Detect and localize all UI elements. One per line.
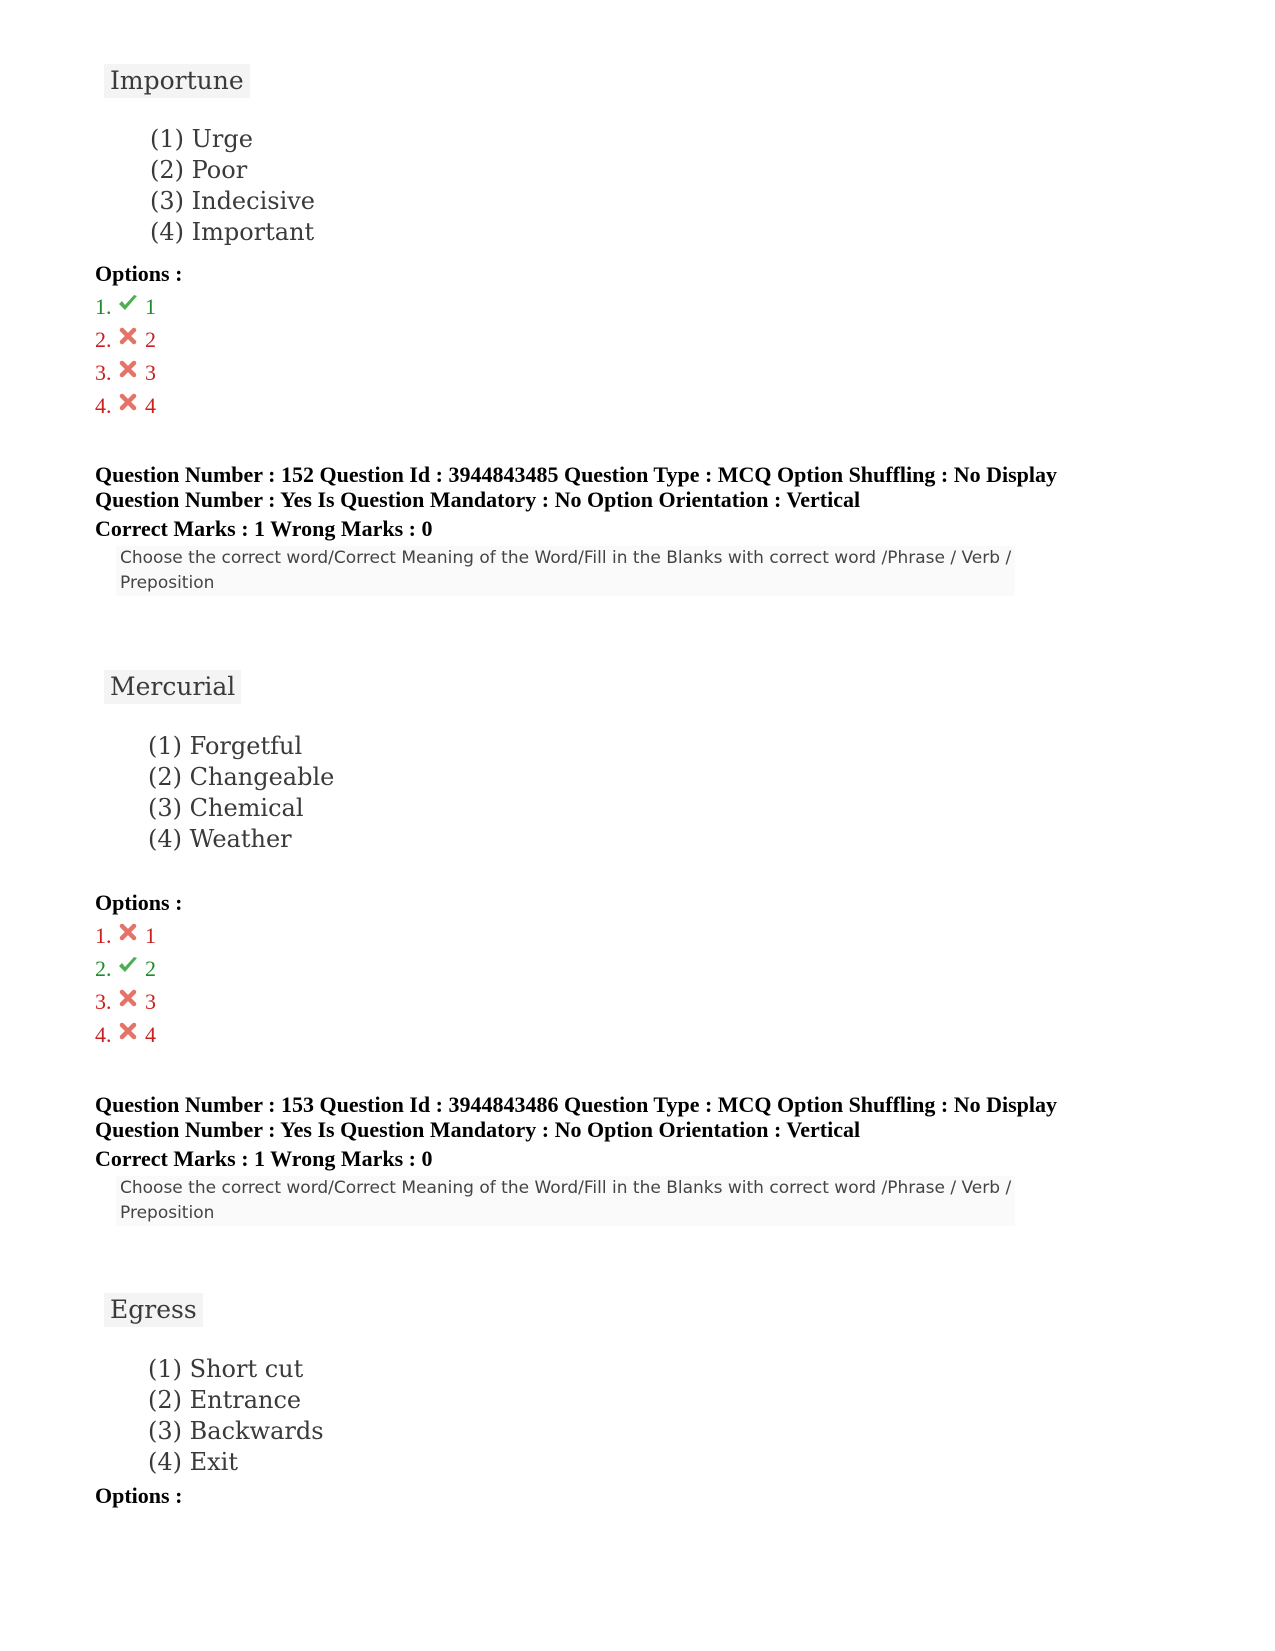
answer-choice: (1) Short cut [148,1355,304,1383]
instruction-line: Choose the correct word/Correct Meaning of the Word/Fill in the Blanks with correct word /Phrase / Verb / [116,546,1015,571]
options-list [95,919,156,1051]
option-number: 3. [95,360,112,385]
option-value: 3 [145,989,156,1014]
question-word: Importune [104,64,250,98]
answer-choice: (2) Entrance [148,1386,302,1414]
instruction-line: Preposition [116,571,1015,596]
answer-choice: (3) Indecisive [150,187,315,215]
options-label: Options : [95,261,183,286]
option-number: 1. [95,294,112,319]
answer-choice: (2) Poor [150,156,248,184]
check-icon [117,952,143,974]
options-label: Options : [95,890,183,915]
option-value: 3 [145,360,156,385]
option-value: 4 [145,393,156,418]
marks-info: Correct Marks : 1 Wrong Marks : 0 [95,1146,433,1171]
answer-choice: (2) Changeable [148,763,335,791]
option-value: 1 [145,923,156,948]
cross-icon [117,1018,143,1040]
option-row [95,323,156,356]
option-row [95,356,156,389]
question-instruction [116,546,1015,596]
question-meta-line: Question Number : 153 Question Id : 3944843486 Question Type : MCQ Option Shuffling : No Display [95,1092,1058,1117]
options-list [95,290,156,422]
option-number: 2. [95,956,112,981]
question-meta [95,462,1057,512]
option-value: 1 [145,294,156,319]
question-meta-line: Question Number : 152 Question Id : 3944843485 Question Type : MCQ Option Shuffling : No Display [95,462,1058,487]
options-label: Options : [95,1483,183,1508]
answer-choices [148,731,334,855]
question-word: Mercurial [104,670,241,704]
option-row [95,985,156,1018]
instruction-line: Preposition [116,1201,1015,1226]
answer-choice: (4) Weather [148,825,292,853]
option-value: 2 [145,956,156,981]
answer-choice: (4) Exit [148,1448,238,1476]
option-number: 4. [95,393,112,418]
answer-choice: (4) Important [150,218,315,246]
question-meta-line: Question Number : Yes Is Question Mandatory : No Option Orientation : Vertical [95,487,861,512]
option-row [95,919,156,952]
option-value: 2 [145,327,156,352]
option-value: 4 [145,1022,156,1047]
option-number: 1. [95,923,112,948]
question-meta [95,1092,1057,1142]
option-row [95,1018,156,1051]
answer-choice: (3) Chemical [148,794,304,822]
cross-icon [117,985,143,1007]
marks-info: Correct Marks : 1 Wrong Marks : 0 [95,516,433,541]
option-number: 2. [95,327,112,352]
answer-choice: (1) Urge [150,125,253,153]
cross-icon [117,356,143,378]
answer-choice: (1) Forgetful [148,732,303,760]
answer-choices [150,124,315,248]
answer-choice: (3) Backwards [148,1417,324,1445]
option-number: 4. [95,1022,112,1047]
instruction-line: Choose the correct word/Correct Meaning of the Word/Fill in the Blanks with correct word /Phrase / Verb / [116,1176,1015,1201]
check-icon [117,290,143,312]
cross-icon [117,919,143,941]
question-instruction [116,1176,1015,1226]
option-row [95,952,156,985]
question-word: Egress [104,1293,203,1327]
option-row [95,290,156,323]
question-meta-line: Question Number : Yes Is Question Mandatory : No Option Orientation : Vertical [95,1117,861,1142]
cross-icon [117,323,143,345]
cross-icon [117,389,143,411]
answer-choices [148,1354,324,1478]
option-row [95,389,156,422]
option-number: 3. [95,989,112,1014]
